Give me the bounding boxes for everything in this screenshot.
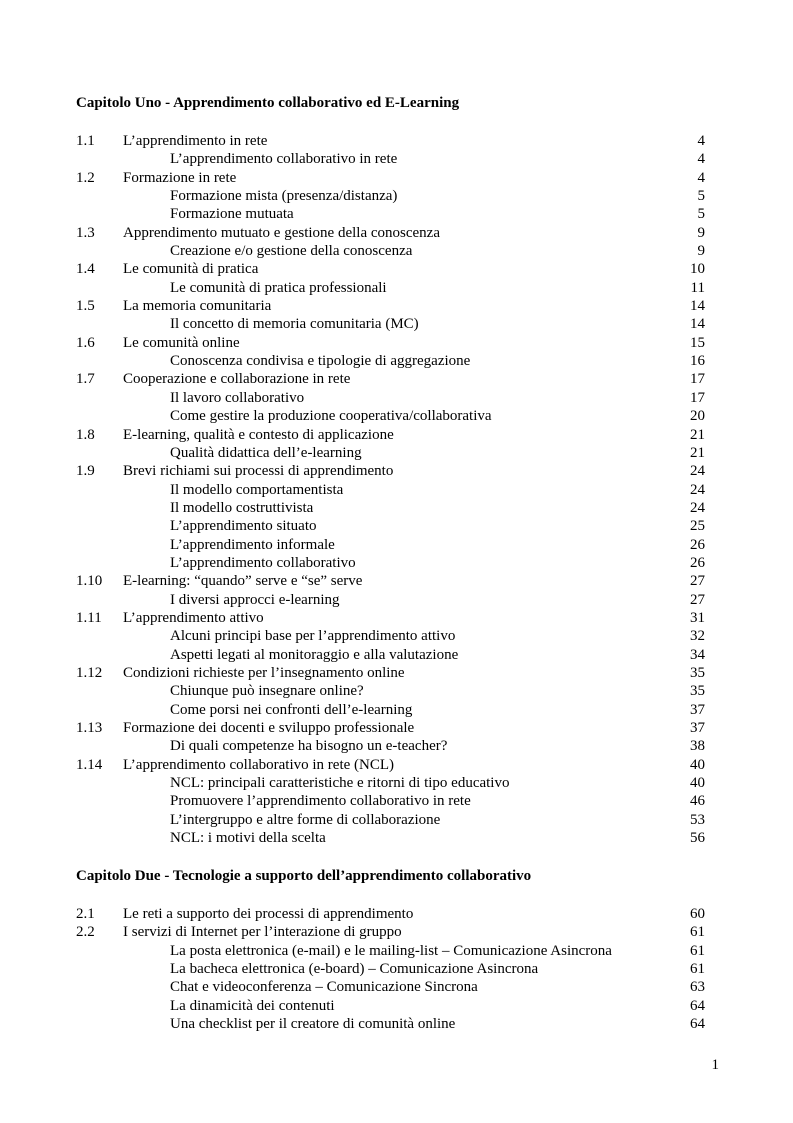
toc-entry-title: Apprendimento mutuato e gestione della conoscenza xyxy=(123,224,440,241)
toc-page-number: 61 xyxy=(690,942,705,959)
toc-section-number: 1.5 xyxy=(76,298,95,315)
toc-entry-title: L’apprendimento informale xyxy=(170,536,335,553)
toc-entry-title: La posta elettronica (e-mail) e le mailing-list – Comunicazione Asincrona xyxy=(170,942,612,959)
toc-section-entry xyxy=(0,462,793,480)
toc-entry-title: L’apprendimento situato xyxy=(170,518,317,535)
toc-entry-title: E-learning, qualità e contesto di applicazione xyxy=(123,426,394,443)
toc-entry-title: L’intergruppo e altre forme di collaborazione xyxy=(170,811,441,828)
chapter-1-toc xyxy=(0,132,793,847)
toc-subsection-entry xyxy=(0,187,793,205)
toc-section-entry xyxy=(0,905,793,923)
toc-page-number: 27 xyxy=(690,591,705,608)
toc-page-number: 17 xyxy=(690,371,705,388)
toc-section-entry xyxy=(0,370,793,388)
toc-entry-title: Come porsi nei confronti dell’e-learning xyxy=(170,701,413,718)
toc-page-number: 61 xyxy=(690,924,705,941)
toc-entry-title: L’apprendimento collaborativo in rete (NCL) xyxy=(123,756,395,773)
toc-page-number: 56 xyxy=(690,830,705,847)
toc-subsection-entry xyxy=(0,150,793,168)
toc-subsection-entry xyxy=(0,279,793,297)
toc-subsection-entry xyxy=(0,499,793,517)
toc-section-number: 1.7 xyxy=(76,371,95,388)
toc-subsection-entry xyxy=(0,554,793,572)
toc-page-number: 27 xyxy=(690,573,705,590)
toc-entry-title: Formazione in rete xyxy=(123,169,237,186)
toc-section-number: 1.9 xyxy=(76,463,95,480)
toc-page-number: 15 xyxy=(690,334,705,351)
toc-entry-title: Il modello costruttivista xyxy=(170,499,314,516)
toc-page-number: 64 xyxy=(690,997,705,1014)
toc-page-number: 37 xyxy=(690,701,705,718)
toc-page-number: 4 xyxy=(697,169,705,186)
toc-entry-title: Chat e videoconferenza – Comunicazione Sincrona xyxy=(170,979,478,996)
toc-subsection-entry xyxy=(0,997,793,1015)
toc-entry-title: NCL: i motivi della scelta xyxy=(170,830,326,847)
toc-subsection-entry xyxy=(0,481,793,499)
toc-section-number: 1.2 xyxy=(76,169,95,186)
toc-entry-title: Le comunità di pratica professionali xyxy=(170,279,387,296)
toc-entry-title: Creazione e/o gestione della conoscenza xyxy=(170,243,413,260)
toc-entry-title: Formazione mutuata xyxy=(170,206,294,223)
toc-page-number: 14 xyxy=(690,298,705,315)
toc-page-number: 17 xyxy=(690,389,705,406)
toc-section-number: 2.1 xyxy=(76,906,95,922)
toc-subsection-entry xyxy=(0,1015,793,1033)
toc-page-number: 40 xyxy=(690,756,705,773)
toc-entry-title: L’apprendimento in rete xyxy=(123,133,268,149)
toc-entry-title: Alcuni principi base per l’apprendimento attivo xyxy=(170,628,456,645)
toc-entry-title: L’apprendimento attivo xyxy=(123,609,264,626)
toc-page-number: 5 xyxy=(697,188,705,205)
toc-subsection-entry xyxy=(0,389,793,407)
toc-entry-title: Il concetto di memoria comunitaria (MC) xyxy=(170,316,419,333)
toc-section-number: 1.13 xyxy=(76,720,103,736)
toc-entry-title: La memoria comunitaria xyxy=(123,298,272,315)
toc-entry-title: La bacheca elettronica (e-board) – Comunicazione Asincrona xyxy=(170,961,539,978)
toc-page-number: 24 xyxy=(690,463,705,480)
toc-subsection-entry xyxy=(0,242,793,260)
toc-page-number: 38 xyxy=(690,738,705,755)
toc-subsection-entry xyxy=(0,774,793,792)
toc-entry-title: Il lavoro collaborativo xyxy=(170,389,305,406)
toc-page-number: 31 xyxy=(690,609,705,626)
toc-entry-title: Brevi richiami sui processi di apprendimento xyxy=(123,463,394,480)
toc-section-number: 1.3 xyxy=(76,224,95,241)
toc-page-number: 40 xyxy=(690,775,705,792)
toc-entry-title: Di quali competenze ha bisogno un e-teacher? xyxy=(170,738,448,755)
toc-page-number: 24 xyxy=(690,499,705,516)
toc-section-number: 2.2 xyxy=(76,924,95,941)
toc-entry-title: Le reti a supporto dei processi di apprendimento xyxy=(123,906,414,922)
toc-subsection-entry xyxy=(0,205,793,223)
toc-page-number: 14 xyxy=(690,316,705,333)
toc-subsection-entry xyxy=(0,792,793,810)
toc-entry-title: I servizi di Internet per l’interazione di gruppo xyxy=(123,924,402,941)
toc-page-number: 9 xyxy=(697,243,705,260)
toc-entry-title: Le comunità di pratica xyxy=(123,261,259,278)
toc-subsection-entry xyxy=(0,701,793,719)
chapter-2-toc xyxy=(0,905,793,1033)
toc-page-number: 37 xyxy=(690,720,705,736)
toc-page-number: 53 xyxy=(690,811,705,828)
toc-section-entry xyxy=(0,609,793,627)
toc-page-number: 26 xyxy=(690,554,705,571)
toc-page-number: 9 xyxy=(697,224,705,241)
toc-subsection-entry xyxy=(0,517,793,535)
toc-section-entry xyxy=(0,334,793,352)
toc-subsection-entry xyxy=(0,646,793,664)
toc-section-entry xyxy=(0,224,793,242)
toc-section-number: 1.14 xyxy=(76,756,103,773)
toc-subsection-entry xyxy=(0,960,793,978)
page-number: 1 xyxy=(711,1057,719,1073)
toc-entry-title: E-learning: “quando” serve e “se” serve xyxy=(123,573,363,590)
chapter-1-heading: Capitolo Uno - Apprendimento collaborativo ed E-Learning xyxy=(76,95,460,111)
toc-section-number: 1.10 xyxy=(76,573,103,590)
toc-subsection-entry xyxy=(0,829,793,847)
toc-entry-title: Condizioni richieste per l’insegnamento online xyxy=(123,664,405,681)
toc-page-number: 46 xyxy=(690,793,705,810)
toc-section-entry xyxy=(0,260,793,278)
toc-section-number: 1.8 xyxy=(76,426,95,443)
toc-section-entry xyxy=(0,664,793,682)
toc-page-number: 21 xyxy=(690,444,705,461)
toc-page-number: 63 xyxy=(690,979,705,996)
toc-entry-title: L’apprendimento collaborativo in rete xyxy=(170,151,398,168)
toc-page-number: 16 xyxy=(690,353,705,370)
toc-entry-title: Chiunque può insegnare online? xyxy=(170,683,364,700)
chapter-2-heading: Capitolo Due - Tecnologie a supporto dell’apprendimento collaborativo xyxy=(76,868,532,884)
toc-page-number: 4 xyxy=(697,133,705,149)
toc-page-number: 34 xyxy=(690,646,705,663)
toc-page-number: 61 xyxy=(690,961,705,978)
toc-section-entry xyxy=(0,426,793,444)
toc-page-number: 24 xyxy=(690,481,705,498)
toc-section-number: 1.1 xyxy=(76,133,95,149)
toc-subsection-entry xyxy=(0,352,793,370)
toc-page-number: 32 xyxy=(690,628,705,645)
toc-subsection-entry xyxy=(0,682,793,700)
toc-subsection-entry xyxy=(0,811,793,829)
toc-page-number: 64 xyxy=(690,1016,705,1033)
toc-section-entry xyxy=(0,132,793,150)
toc-entry-title: Cooperazione e collaborazione in rete xyxy=(123,371,351,388)
toc-subsection-entry xyxy=(0,536,793,554)
toc-entry-title: Il modello comportamentista xyxy=(170,481,344,498)
toc-page-number: 10 xyxy=(690,261,705,278)
toc-page-number: 20 xyxy=(690,408,705,425)
toc-page-number: 26 xyxy=(690,536,705,553)
toc-page-number: 25 xyxy=(690,518,705,535)
toc-section-number: 1.6 xyxy=(76,334,95,351)
toc-entry-title: Qualità didattica dell’e-learning xyxy=(170,444,362,461)
toc-subsection-entry xyxy=(0,978,793,996)
toc-subsection-entry xyxy=(0,315,793,333)
toc-entry-title: L’apprendimento collaborativo xyxy=(170,554,356,571)
toc-page-number: 35 xyxy=(690,683,705,700)
toc-section-entry xyxy=(0,923,793,941)
toc-section-number: 1.11 xyxy=(76,609,102,626)
toc-entry-title: Conoscenza condivisa e tipologie di aggregazione xyxy=(170,353,471,370)
toc-section-number: 1.12 xyxy=(76,664,103,681)
toc-section-entry xyxy=(0,572,793,590)
toc-subsection-entry xyxy=(0,591,793,609)
toc-subsection-entry xyxy=(0,444,793,462)
toc-section-entry xyxy=(0,169,793,187)
toc-section-entry xyxy=(0,756,793,774)
toc-section-entry xyxy=(0,719,793,737)
toc-page-number: 35 xyxy=(690,664,705,681)
toc-page-number: 5 xyxy=(697,206,705,223)
toc-entry-title: Le comunità online xyxy=(123,334,240,351)
toc-entry-title: Come gestire la produzione cooperativa/collaborativa xyxy=(170,408,492,425)
toc-page-number: 21 xyxy=(690,426,705,443)
toc-subsection-entry xyxy=(0,627,793,645)
toc-section-entry xyxy=(0,297,793,315)
toc-entry-title: Formazione dei docenti e sviluppo professionale xyxy=(123,720,415,736)
toc-subsection-entry xyxy=(0,407,793,425)
toc-page-number: 60 xyxy=(690,906,705,922)
toc-entry-title: NCL: principali caratteristiche e ritorni di tipo educativo xyxy=(170,775,510,792)
toc-entry-title: Una checklist per il creatore di comunità online xyxy=(170,1016,456,1033)
toc-section-number: 1.4 xyxy=(76,261,95,278)
toc-subsection-entry xyxy=(0,737,793,755)
toc-page-number: 4 xyxy=(697,151,705,168)
toc-entry-title: Formazione mista (presenza/distanza) xyxy=(170,188,398,205)
toc-entry-title: Promuovere l’apprendimento collaborativo in rete xyxy=(170,793,471,810)
toc-entry-title: I diversi approcci e-learning xyxy=(170,591,340,608)
toc-entry-title: La dinamicità dei contenuti xyxy=(170,997,335,1014)
toc-entry-title: Aspetti legati al monitoraggio e alla valutazione xyxy=(170,646,459,663)
toc-page-number: 11 xyxy=(690,279,705,296)
toc-subsection-entry xyxy=(0,942,793,960)
